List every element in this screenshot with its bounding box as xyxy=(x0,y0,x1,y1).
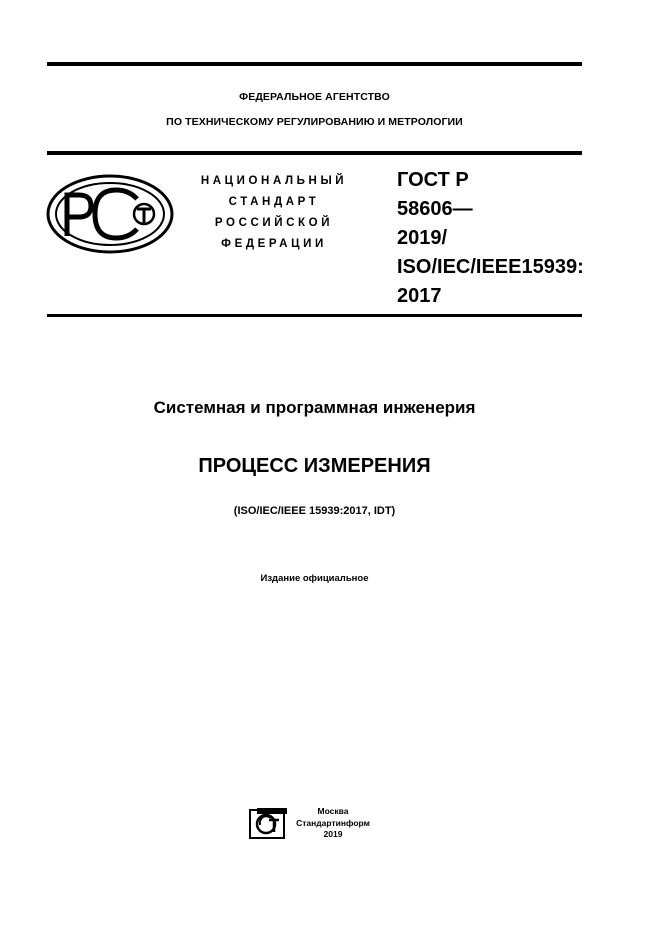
middle-rule xyxy=(47,151,582,155)
designation-line4: ISO/IEC/IEEE15939: xyxy=(397,256,584,278)
standard-type-line2: СТАНДАРТ xyxy=(228,196,320,208)
identity-reference: (ISO/IEC/IEEE 15939:2017, IDT) xyxy=(233,505,396,517)
standard-type-line4: ФЕДЕРАЦИИ xyxy=(221,238,327,250)
publisher-year: 2019 xyxy=(323,829,343,839)
standard-type-line1: НАЦИОНАЛЬНЫЙ xyxy=(200,175,348,187)
publisher-name: Стандартинформ xyxy=(296,817,370,828)
designation-line5: 2017 xyxy=(397,285,442,307)
standard-type-line3: РОССИЙСКОЙ xyxy=(214,217,334,229)
publisher-block xyxy=(293,806,373,841)
standard-designation xyxy=(397,166,584,311)
designation-line1: ГОСТ Р xyxy=(397,169,469,191)
agency-name-line1: ФЕДЕРАЛЬНОЕ АГЕНТСТВО xyxy=(239,91,390,103)
standartinform-logo-icon xyxy=(249,806,289,840)
publisher-city: Москва xyxy=(317,806,349,816)
designation-line3: 2019/ xyxy=(397,227,448,249)
bottom-rule xyxy=(47,314,582,317)
designation-line2: 58606— xyxy=(397,198,473,220)
edition-label: Издание официальное xyxy=(260,573,369,584)
rst-emblem-icon xyxy=(45,173,175,255)
agency-name-line2: ПО ТЕХНИЧЕСКОМУ РЕГУЛИРОВАНИЮ И МЕТРОЛОГИИ xyxy=(166,116,463,128)
document-subtitle: Системная и программная инженерия xyxy=(153,398,476,417)
document-title: ПРОЦЕСС ИЗМЕРЕНИЯ xyxy=(198,455,431,477)
standard-type-block xyxy=(188,171,360,255)
top-rule xyxy=(47,62,582,66)
